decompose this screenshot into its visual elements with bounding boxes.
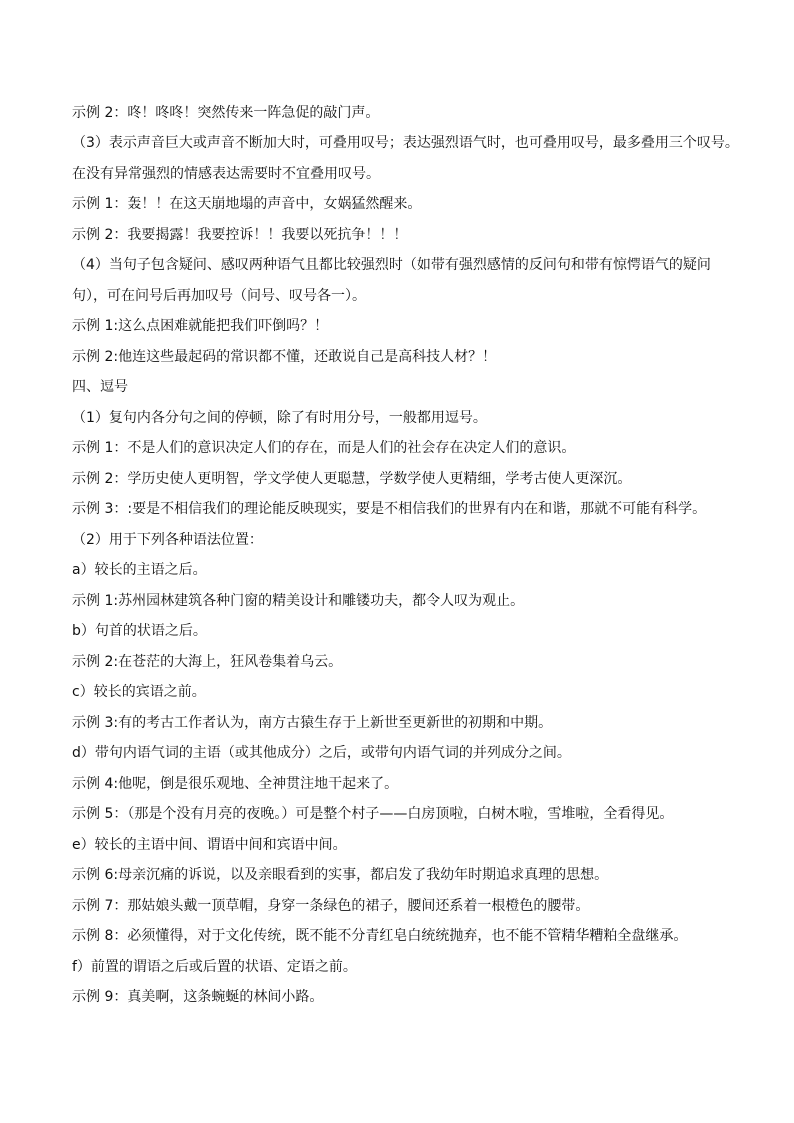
text-line: 在没有异常强烈的情感表达需要时不宜叠用叹号。 bbox=[72, 165, 380, 182]
text-line: 示例 3:有的考古工作者认为，南方古猿生存于上新世至更新世的初期和中期。 bbox=[72, 714, 553, 731]
text-line: 示例 2:在苍茫的大海上，狂风卷集着乌云。 bbox=[72, 653, 343, 670]
text-line: 示例 4:他呢，倒是很乐观地、全神贯注地干起来了。 bbox=[72, 775, 399, 792]
text-line: f）前置的谓语之后或后置的状语、定语之前。 bbox=[72, 958, 357, 975]
text-line: 示例 2：咚！咚咚！突然传来一阵急促的敲门声。 bbox=[72, 105, 380, 121]
text-line: 示例 8：必须懂得，对于文化传统，既不能不分青红皂白统统抛弃，也不能不管精华糟粕全盘继承。 bbox=[72, 928, 688, 944]
section-heading: 四、逗号 bbox=[72, 379, 128, 395]
text-line: 示例 1：不是人们的意识决定人们的存在，而是人们的社会存在决定人们的意识。 bbox=[72, 440, 576, 456]
text-line: b）句首的状语之后。 bbox=[72, 623, 207, 639]
text-line: 示例 2:他连这些最起码的常识都不懂，还敢说自己是高科技人材？！ bbox=[72, 348, 497, 365]
text-line: 示例 2：我要揭露！我要控诉！！我要以死抗争！！！ bbox=[72, 226, 408, 243]
text-line: 示例 3：:要是不相信我们的理论能反映现实，要是不相信我们的世界有内在和谐，那就不可能有科学。 bbox=[72, 501, 707, 517]
text-line: e）较长的主语中间、谓语中间和宾语中间。 bbox=[72, 836, 347, 853]
text-line: （3）表示声音巨大或声音不断加大时，可叠用叹号；表达强烈语气时，也可叠用叹号，最多叠用三个叹号。 bbox=[72, 135, 739, 151]
document-body bbox=[72, 98, 739, 1013]
text-line: 示例 1：轰！！在这天崩地塌的声音中，女娲猛然醒来。 bbox=[72, 196, 422, 212]
text-line: （2）用于下列各种语法位置： bbox=[72, 531, 263, 548]
text-line: d）带句内语气词的主语（或其他成分）之后，或带句内语气词的并列成分之间。 bbox=[72, 745, 571, 761]
text-line: 示例 1:苏州园林建筑各种门窗的精美设计和雕镂功夫，都令人叹为观止。 bbox=[72, 592, 525, 609]
text-line: 示例 5：（那是个没有月亮的夜晚。）可是整个村子——白房顶啦，白树木啦，雪堆啦，全看得见。 bbox=[72, 806, 674, 822]
text-line: 示例 1:这么点困难就能把我们吓倒吗？！ bbox=[72, 318, 329, 334]
text-line: （4）当句子包含疑问、感叹两种语气且都比较强烈时（如带有强烈感情的反问句和带有惊愕语气的疑问 bbox=[72, 257, 711, 273]
text-line: a）较长的主语之后。 bbox=[72, 562, 207, 578]
text-line: （1）复句内各分句之间的停顿，除了有时用分号，一般都用逗号。 bbox=[72, 409, 487, 426]
text-line: c）较长的宾语之前。 bbox=[72, 684, 206, 700]
text-line: 示例 2：学历史使人更明智，学文学使人更聪慧，学数学使人更精细，学考古使人更深沉。 bbox=[72, 470, 632, 487]
text-line: 示例 6:母亲沉痛的诉说，以及亲眼看到的实事，都启发了我幼年时期追求真理的思想。 bbox=[72, 867, 609, 883]
text-line: 句），可在问号后再加叹号（问号、叹号各一）。 bbox=[72, 287, 366, 304]
text-line: 示例 7：那姑娘头戴一顶草帽，身穿一条绿色的裙子，腰间还系着一根橙色的腰带。 bbox=[72, 897, 590, 914]
text-line: 示例 9：真美啊，这条蜿蜒的林间小路。 bbox=[72, 989, 324, 1005]
